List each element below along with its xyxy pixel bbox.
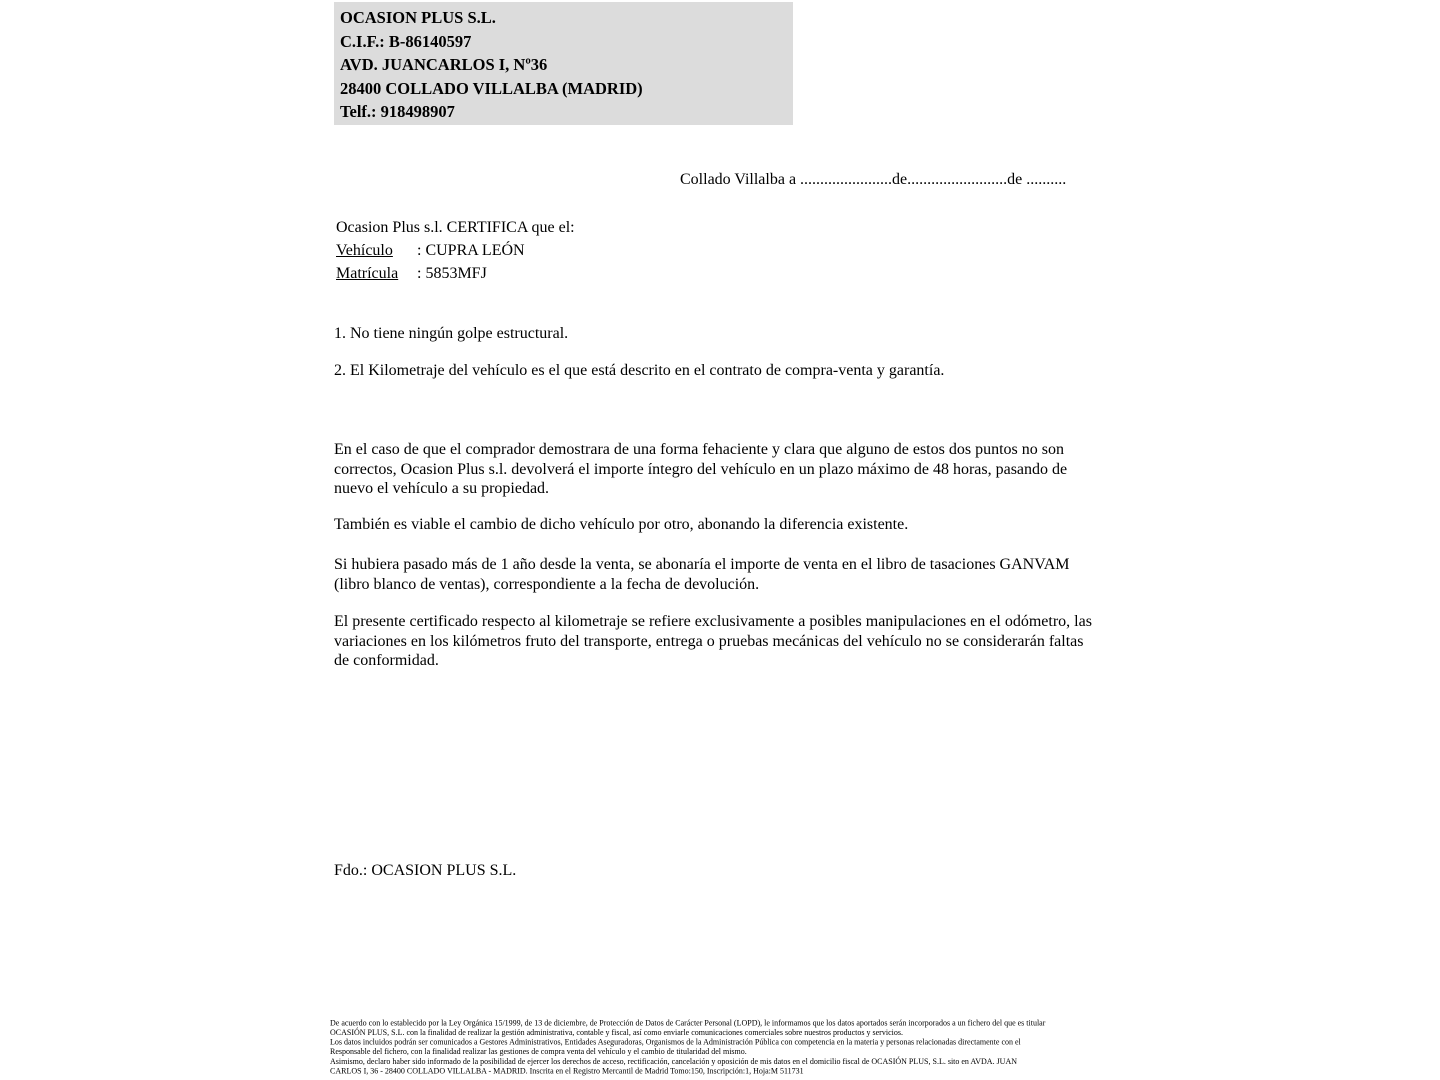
company-address: AVD. JUANCARLOS I, Nº36 <box>340 55 548 74</box>
company-name: OCASION PLUS S.L. <box>340 8 496 27</box>
footer-line: De acuerdo con lo establecido por la Ley Orgánica 15/1999, de 13 de diciembre, de Protección de Datos de Carácter Personal (LOPD), le informamos que los datos aportados serán incorporados a un fichero del que es titular <box>330 1019 1046 1028</box>
legal-footer-text <box>330 1019 1106 1077</box>
condition-point-2: 2. El Kilometraje del vehículo es el que está descrito en el contrato de compra-venta y garantía. <box>334 362 945 379</box>
paragraph-ganvam-valuation: Si hubiera pasado más de 1 año desde la venta, se abonaría el importe de venta en el libro de tasaciones GANVAM (libro blanco de ventas), correspondiente a la fecha de devolución. <box>334 556 1070 593</box>
condition-point-1: 1. No tiene ningún golpe estructural. <box>334 325 569 342</box>
vehicle-label: Vehículo <box>336 242 393 259</box>
date-fill-line: Collado Villalba a .......................de.........................de .......... <box>680 171 1067 188</box>
plate-row <box>336 262 575 285</box>
footer-line: Los datos incluidos podrán ser comunicados a Gestores Administrativos, Entidades Aseguradoras, Organismos de la Administración Pública con competencia en la materia y personas relacionadas directamente con el <box>330 1038 1021 1047</box>
signature-line: Fdo.: OCASION PLUS S.L. <box>334 862 517 879</box>
paragraph-exchange-option: También es viable el cambio de dicho vehículo por otro, abonando la diferencia existente. <box>334 516 909 533</box>
footer-line: Asimismo, declaro haber sido informado de la posibilidad de ejercer los derechos de acceso, rectificación, cancelación y oposición de mis datos en el domicilio fiscal de OCASIÓN PLUS, S.L. sito en AVDA. JUAN <box>330 1057 1018 1067</box>
footer-line: OCASIÓN PLUS, S.L. con la finalidad de realizar la gestión administrativa, contable y fiscal, así como enviarle comunicaciones comerciales sobre nuestros productos y servicios. <box>330 1028 903 1038</box>
paragraph-odometer-disclaimer: El presente certificado respecto al kilometraje se refiere exclusivamente a posibles manipulaciones en el odómetro, las variaciones en los kilómetros fruto del transporte, entrega o pruebas mecánicas del vehículo no se considerarán faltas de conformidad. <box>334 613 1092 670</box>
footer-line: Responsable del fichero, con la finalidad realizar las gestiones de compra venta del vehículo y el cambio de titularidad del mismo. <box>330 1047 747 1057</box>
certificate-block <box>336 216 575 285</box>
plate-value: : 5853MFJ <box>417 265 487 282</box>
company-cif: C.I.F.: B-86140597 <box>340 31 472 51</box>
plate-label: Matrícula <box>336 265 399 282</box>
paragraph-refund-policy: En el caso de que el comprador demostrara de una forma fehaciente y clara que alguno de estos dos puntos no son correctos, Ocasion Plus s.l. devolverá el importe íntegro del vehículo en un plazo máximo de 48 horas, pasando de nuevo el vehículo a su propiedad. <box>334 441 1068 498</box>
vehicle-row <box>336 239 575 262</box>
legal-footer <box>330 1019 1110 1080</box>
company-phone: Telf.: 918498907 <box>340 102 455 121</box>
certificate-intro: Ocasion Plus s.l. CERTIFICA que el: <box>336 219 575 236</box>
company-header-box <box>334 2 793 125</box>
company-city: 28400 COLLADO VILLALBA (MADRID) <box>340 78 643 98</box>
footer-line: CARLOS I, 36 - 28400 COLLADO VILLALBA - MADRID. Inscrita en el Registro Mercantil de Madrid Tomo:150, Inscripción:1, Hoja:M 511731 <box>330 1067 804 1076</box>
vehicle-value: : CUPRA LEÓN <box>417 242 525 259</box>
